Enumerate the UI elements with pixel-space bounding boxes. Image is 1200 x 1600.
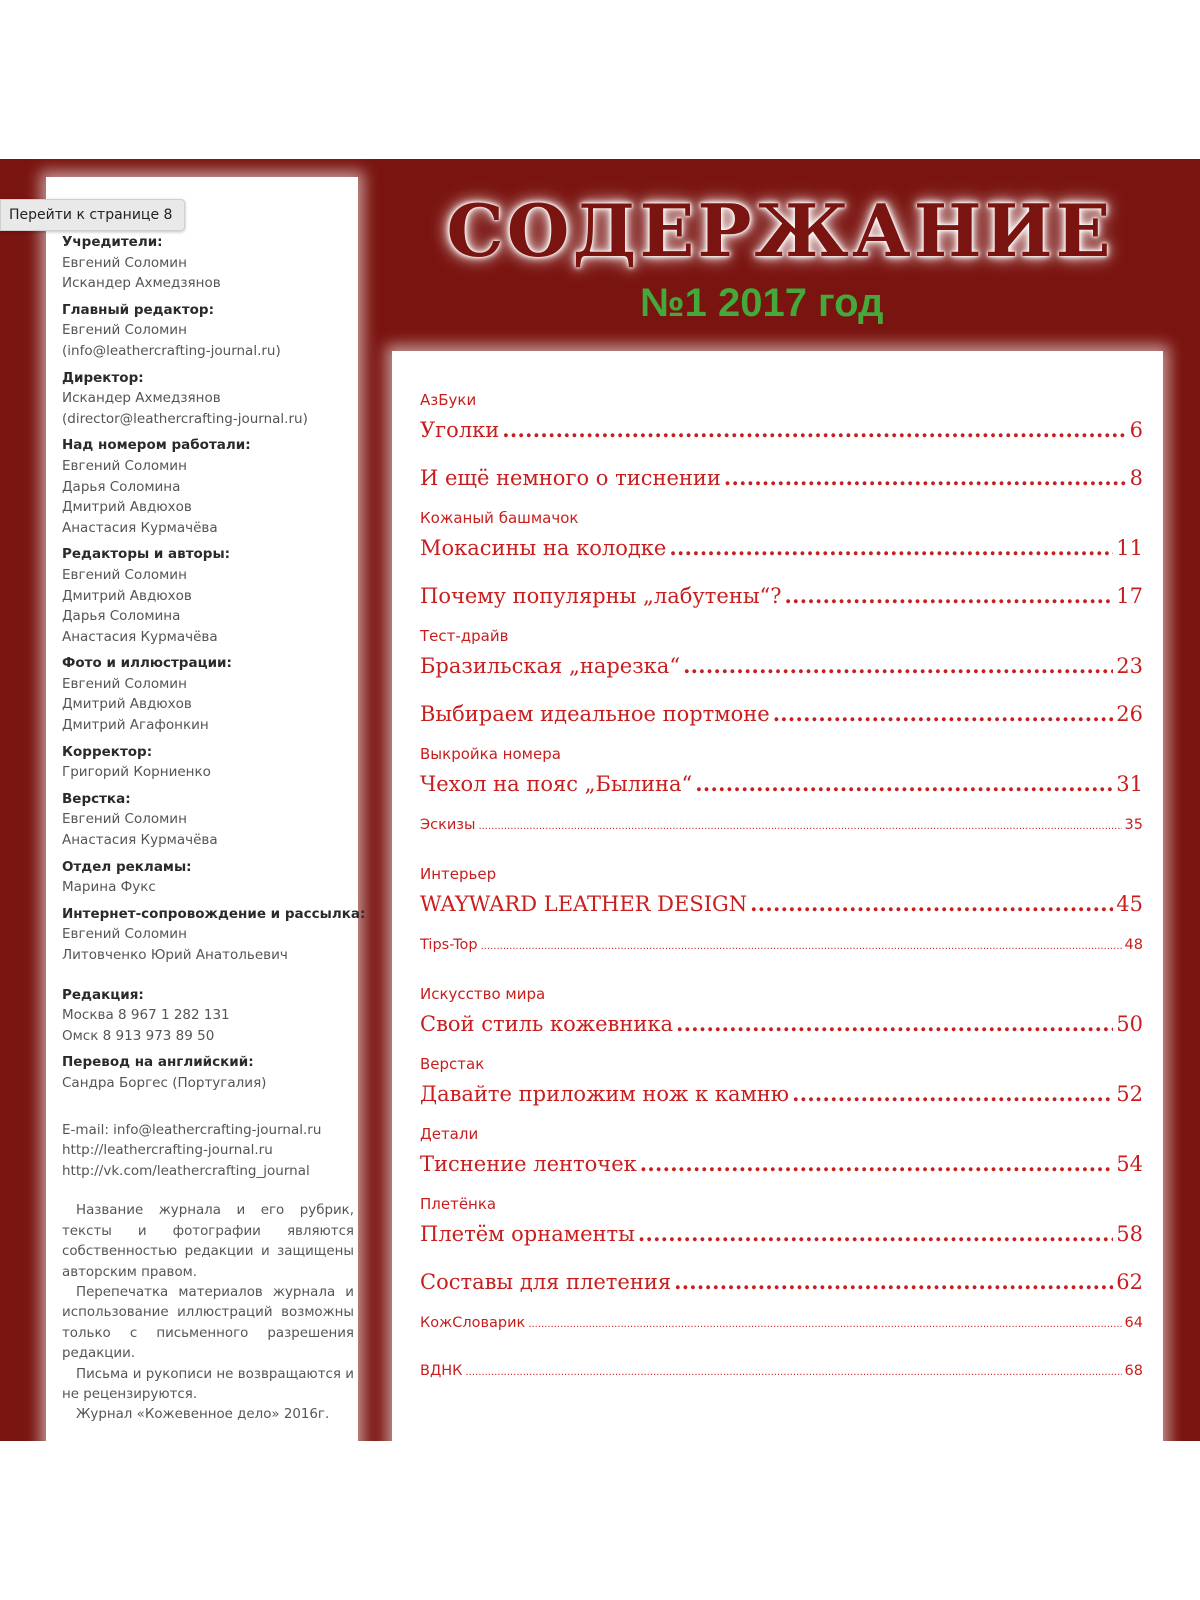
table-of-contents [392, 351, 1163, 1441]
toc-entry[interactable] [420, 701, 1143, 726]
imprint-person: Евгений Соломин [62, 675, 187, 692]
toc-section-heading: Плетёнка [420, 1195, 497, 1213]
toc-page-number: 35 [1124, 817, 1143, 833]
toc-leader-dots [640, 1151, 1114, 1176]
toc-entry[interactable] [420, 937, 1143, 953]
toc-entry-title: КожСловарик [420, 1315, 526, 1331]
imprint-person: Сандра Боргес (Португалия) [62, 1074, 267, 1091]
toc-entry[interactable] [420, 465, 1143, 490]
toc-leader-dots [750, 891, 1113, 916]
toc-page-number: 45 [1116, 892, 1143, 916]
toc-page-number: 48 [1124, 937, 1143, 953]
imprint-role-heading: Директор: [62, 369, 144, 386]
toc-entry[interactable] [420, 817, 1143, 833]
magazine-page [0, 159, 1200, 1441]
imprint-role-heading: Отдел рекламы: [62, 858, 192, 875]
imprint-role-heading: Фото и иллюстрации: [62, 655, 232, 672]
imprint-person: Анастасия Курмачёва [62, 832, 218, 849]
imprint-role-heading: Главный редактор: [62, 301, 214, 318]
imprint-groups [62, 232, 366, 1094]
imprint-role-heading: Редакторы и авторы: [62, 546, 231, 563]
imprint-person: Дмитрий Авдюхов [62, 587, 192, 604]
issue-number: №1 2017 год [640, 281, 884, 325]
toc-page-number: 50 [1116, 1012, 1143, 1036]
page-link-tooltip: Перейти к странице 8 [0, 199, 185, 231]
imprint-person: Дмитрий Авдюхов [62, 696, 192, 713]
toc-page-number: 8 [1129, 466, 1143, 490]
imprint-role-heading: Над номером работали: [62, 437, 251, 454]
toc-entry-title: Бразильская „нарезка“ [420, 654, 681, 678]
toc-entry-title: Почему популярны „лабутены“? [420, 584, 782, 608]
toc-entry-title: Чехол на пояс „Былина“ [420, 772, 693, 796]
toc-page-number: 31 [1116, 772, 1143, 796]
contact-vk: http://vk.com/leathercrafting_journal [62, 1162, 310, 1179]
toc-leader-dots [669, 535, 1113, 560]
toc-page-number: 52 [1116, 1082, 1143, 1106]
imprint-group [62, 789, 358, 851]
toc-leader-dots [674, 1269, 1113, 1294]
toc-page-number: 54 [1116, 1152, 1143, 1176]
imprint-person: Марина Фукс [62, 879, 156, 896]
toc-section-heading: Кожаный башмачок [420, 509, 579, 527]
imprint-group [62, 232, 358, 294]
contact-email: E-mail: info@leathercrafting-journal.ru [62, 1121, 322, 1138]
legal-note: Перепечатка материалов журнала и использование иллюстраций возможны только с письменного разрешения редакции. [62, 1284, 354, 1362]
imprint-person: (info@leathercrafting-journal.ru) [62, 342, 281, 359]
toc-page-number: 23 [1116, 654, 1143, 678]
imprint-person: (director@leathercrafting-journal.ru) [62, 410, 308, 427]
imprint-person: Евгений Соломин [62, 254, 187, 271]
toc-entry[interactable] [420, 653, 1143, 678]
toc-leader-dots [695, 771, 1113, 796]
toc-entry[interactable] [420, 891, 1143, 916]
toc-entry[interactable] [420, 771, 1143, 796]
page-title: СОДЕРЖАНИЕ [446, 188, 1114, 273]
contact-site: http://leathercrafting-journal.ru [62, 1142, 273, 1159]
toc-page-number: 26 [1116, 702, 1143, 726]
imprint-person: Омск 8 913 973 89 50 [62, 1027, 215, 1044]
toc-leader-dots [465, 1367, 1121, 1378]
toc-entry-title: Эскизы [420, 817, 476, 833]
toc-entry-title: Плетём орнаменты [420, 1222, 635, 1246]
imprint-role-heading: Редакция: [62, 986, 144, 1003]
toc-leader-dots [478, 821, 1121, 832]
imprint-role-heading: Перевод на английский: [62, 1054, 254, 1071]
imprint-person: Анастасия Курмачёва [62, 519, 218, 536]
toc-page-number: 68 [1124, 1363, 1143, 1379]
toc-leader-dots [638, 1221, 1113, 1246]
imprint-group [62, 544, 358, 647]
imprint-group [62, 300, 358, 362]
legal-note: Письма и рукописи не возвращаются и не рецензируются. [62, 1366, 354, 1402]
imprint-group [62, 904, 366, 966]
toc-leader-dots [785, 583, 1114, 608]
toc-leader-dots [676, 1011, 1113, 1036]
imprint-group [62, 985, 358, 1047]
toc-page-number: 11 [1116, 536, 1143, 560]
toc-entry-title: Tips-Top [420, 937, 478, 953]
imprint-person: Дмитрий Авдюхов [62, 499, 192, 516]
imprint-person: Евгений Соломин [62, 566, 187, 583]
toc-page-number: 62 [1116, 1270, 1143, 1294]
toc-entry-title: И ещё немного о тиснении [420, 466, 721, 490]
imprint-person: Евгений Соломин [62, 811, 187, 828]
imprint-group [62, 742, 358, 783]
imprint-person: Литовченко Юрий Анатольевич [62, 947, 288, 963]
imprint-person: Григорий Корниенко [62, 764, 211, 781]
legal-note: Журнал «Кожевенное дело» 2016г. [76, 1407, 330, 1423]
toc-entry-title: Мокасины на колодке [420, 536, 667, 560]
imprint-group [62, 653, 358, 735]
imprint-role-heading: Корректор: [62, 743, 153, 760]
toc-entry-title: Выбираем идеальное портмоне [420, 702, 770, 726]
toc-entry-title: WAYWARD LEATHER DESIGN [420, 892, 748, 916]
imprint-person: Искандер Ахмедзянов [62, 275, 221, 292]
legal-note: Название журнала и его рубрик, тексты и фотографии являются собственностью редакции и защищены авторским правом. [62, 1203, 354, 1280]
imprint-person: Анастасия Курмачёва [62, 628, 218, 645]
toc-leader-dots [528, 1319, 1121, 1330]
toc-entry-title: Тиснение ленточек [420, 1152, 637, 1176]
toc-entry[interactable] [420, 1269, 1143, 1294]
imprint-group [62, 857, 358, 898]
toc-page-number: 64 [1124, 1315, 1143, 1331]
toc-entry[interactable] [420, 583, 1143, 608]
imprint-person: Москва 8 967 1 282 131 [62, 1007, 230, 1024]
imprint-person: Евгений Соломин [62, 322, 187, 339]
toc-section-heading: Выкройка номера [420, 745, 561, 763]
toc-page-number: 17 [1116, 584, 1143, 608]
toc-entry[interactable] [420, 1221, 1143, 1246]
imprint-person: Дмитрий Агафонкин [62, 717, 209, 734]
imprint-group [62, 1052, 358, 1093]
toc-entry-title: Составы для плетения [420, 1270, 672, 1294]
imprint-group [62, 435, 358, 538]
imprint-group [62, 368, 358, 430]
imprint-role-heading: Учредители: [62, 234, 163, 250]
toc-page-number: 58 [1116, 1222, 1143, 1246]
imprint-column [46, 177, 366, 1441]
toc-leader-dots [502, 417, 1126, 442]
imprint-person: Дарья Соломина [62, 608, 181, 625]
toc-section-heading: АзБуки [420, 391, 477, 409]
toc-entry[interactable] [420, 535, 1143, 560]
toc-section-heading: Детали [420, 1125, 479, 1143]
imprint-person: Дарья Соломина [62, 478, 181, 495]
toc-leader-dots [683, 653, 1113, 678]
toc-entry-title: Уголки [420, 418, 500, 442]
toc-leader-dots [773, 701, 1114, 726]
imprint-role-heading: Интернет-сопровождение и рассылка: [62, 905, 366, 922]
toc-entry-title: ВДНК [420, 1363, 463, 1379]
toc-section-heading: Тест-драйв [420, 627, 509, 645]
imprint-person: Евгений Соломин [62, 926, 187, 943]
toc-entry[interactable] [420, 1151, 1143, 1176]
toc-entry[interactable] [420, 1363, 1143, 1379]
imprint-role-heading: Верстка: [62, 790, 131, 807]
toc-page-number: 6 [1129, 418, 1143, 442]
toc-entry-title: Свой стиль кожевника [420, 1012, 674, 1036]
toc-section-heading: Искусство мира [420, 985, 546, 1003]
toc-leader-dots [792, 1081, 1113, 1106]
toc-entry[interactable] [420, 1315, 1143, 1331]
imprint-person: Евгений Соломин [62, 457, 187, 474]
imprint-contacts [62, 1120, 358, 1182]
toc-entry[interactable] [420, 417, 1143, 442]
toc-leader-dots [481, 941, 1122, 952]
imprint-person: Искандер Ахмедзянов [62, 390, 221, 407]
imprint-legal-notes [62, 1201, 354, 1425]
toc-entry[interactable] [420, 1081, 1143, 1106]
toc-section-heading: Верстак [420, 1055, 485, 1073]
toc-leader-dots [724, 465, 1127, 490]
toc-entry[interactable] [420, 1011, 1143, 1036]
toc-entry-title: Давайте приложим нож к камню [420, 1082, 790, 1106]
toc-section-heading: Интерьер [420, 865, 497, 883]
